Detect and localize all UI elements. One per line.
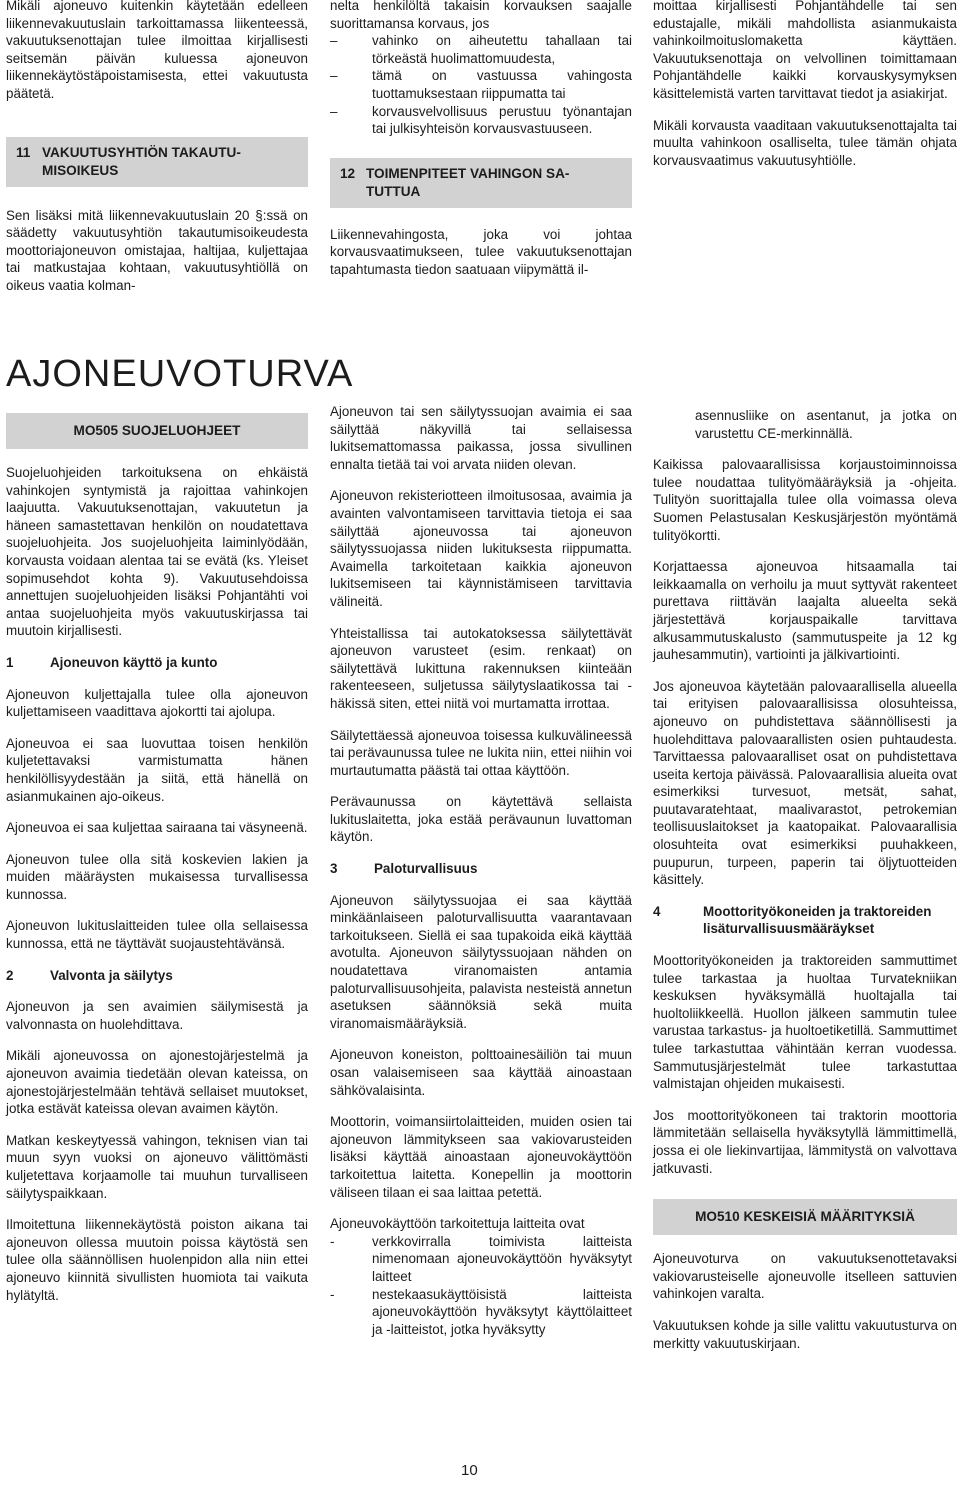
top-column-1 <box>6 0 308 295</box>
paragraph: Moottorin, voimansiirtolaitteiden, muiden osien tai ajoneuvon lämmitykseen saa vakiovarusteiden lisäksi käyttää ainoastaan ajoneuvokäyttöön tarkoitettua laitetta. Konepellin ja moottorin väliseen tilaan ei saa laittaa petettä. <box>330 1114 632 1200</box>
paragraph: Ajoneuvon tai sen säilytyssuojan avaimia ei saa säilyttää näkyvillä tai sellaisessa lukitsemattomassa paikassa, jossa sivullinen ennalta tietää tai voi arvata niiden olevan. <box>330 404 632 472</box>
dash-list <box>330 32 632 138</box>
paragraph: asennusliike on asentanut, ja jotka on varustettu CE-merkinnällä. <box>695 408 957 441</box>
section-heading-11 <box>6 137 308 187</box>
page-number: 10 <box>461 1462 478 1479</box>
paragraph: Matkan keskeytyessä vahingon, teknisen vian tai muun syyn vuoksi on ajoneuvo välittömästi kuljetettava korjaamolle tai muuhun turvalliseen säilytyspaikkaan. <box>6 1132 308 1201</box>
list-item: – korvausvelvollisuus perustuu työnantajan tai julkisyhteisön korvausvastuuseen. <box>330 103 632 137</box>
section-title: TOIMENPITEET VAHINGON SA- <box>366 165 570 181</box>
paragraph: Ajoneuvon kuljettajalla tulee olla ajoneuvon kuljettamiseen vaadittava ajokortti tai ajolupa. <box>6 686 308 720</box>
paragraph: Jos moottorityökoneen tai traktorin moottoria lämmitetään sellaisella hyväksytyllä lämmittimellä, jossa ei ole liekinvartijaa, lämmitystä on valvottava jatkuvasti. <box>653 1107 957 1176</box>
paragraph: Säilytettäessä ajoneuvoa toisessa kulkuvälineessä tai perävaunussa tulee ne lukita niin, ettei niihin voi murtautumatta päästä tai ottaa käyttöön. <box>330 727 632 778</box>
section-title: VAKUUTUSYHTIÖN TAKAUTU- <box>42 144 241 160</box>
subheading-4: 4 Moottorityökoneiden ja traktoreiden lisäturvallisuusmääräykset <box>653 903 932 937</box>
subheading-3: 3 Paloturvallisuus <box>330 861 478 877</box>
paragraph: Ajoneuvoa ei saa luovuttaa toisen henkilön kuljetettavaksi varmistumatta hänen henkilöllisyydestään ja siitä, että hänellä on asianmukainen ajo-oikeus. <box>6 735 308 804</box>
paragraph: Yhteistallissa tai autokatoksessa säilytettävät ajoneuvon varusteet (esim. renkaat) on säilytettävä lukittuna rakennuksen kiinteään rakenteeseen, suljetussa säilytyslaatikossa tai -häkissä siten, ettei niitä voi murtamatta irrottaa. <box>330 625 632 711</box>
paragraph: Ajoneuvokäyttöön tarkoitettuja laitteita ovat <box>330 1216 585 1232</box>
section-number: 11 <box>16 144 31 160</box>
paragraph: Mikäli korvausta vaaditaan vakuutuksenottajalta tai muulta vahinkoon osalliselta, tulee tämän ohjata korvausvaatimus vakuutusyhtiölle. <box>653 117 957 168</box>
list-item: - nestekaasukäyttöisistä laitteista ajoneuvokäyttöön hyväksytyt käyttölaitteet ja -laitteistot, jotka hyväksytty <box>330 1286 632 1337</box>
paragraph: Ilmoitettuna liikennekäytöstä poiston aikana tai ajoneuvon ollessa muutoin poissa käytöstä sen tulee olla säännöllisen huolenpidon alla niin ettei ajoneuvo kiinnitä sivullisten huomiota tai vaikuta hylätyltä. <box>6 1217 308 1303</box>
section-heading-mo505: MO505 SUOJELUOHJEET <box>6 413 308 449</box>
dash-marker: – <box>330 103 338 119</box>
paragraph: Ajoneuvoturva on vakuutuksenottetavaksi vakiovarusteiselle ajoneuvolle itselleen sattuvien vahinkojen varalta. <box>653 1251 957 1302</box>
list-item: – tämä on vastuussa vahingosta tuottamuksestaan riippumatta tai <box>330 68 632 101</box>
paragraph: Perävaunussa on käytettävä sellaista lukituslaitetta, joka estää perävaunun luvattoman käytön. <box>330 794 632 845</box>
paragraph: Vakuutuksen kohde ja sille valittu vakuutusturva on merkitty vakuutuskirjaan. <box>653 1317 957 1351</box>
section-title-cont: TUTTUA <box>366 183 421 199</box>
top-column-3 <box>653 0 957 183</box>
section-heading-mo510: MO510 KESKEISIÄ MÄÄRITYKSIÄ <box>653 1199 957 1235</box>
main-column-3 <box>653 407 957 1352</box>
paragraph: Suojeluohjeiden tarkoituksena on ehkäistä vahinkojen syntymistä ja rajoittaa vahinkojen laajuutta. Vakuutuksenottajan, vakuutetun ja häneen samastettavan henkilön on noudatettava suojeluohjeita. Jos suojeluohjeita laiminlyödään, korvausta voidaan alentaa tai se evätä (ks. Yleiset sopimusehdot kohta 9). Vakuutusehdoissa annettujen suojeluohjeiden lisäksi Pohjantähti voi antaa suojeluohjeita myös vakuutuskirjassa tai muutoin kirjallisesti. <box>6 465 308 639</box>
dash-marker: – <box>330 33 338 49</box>
main-column-2 <box>330 403 632 1352</box>
paragraph: Korjattaessa ajoneuvoa hitsaamalla tai leikkaamalla on verhoilu ja muut syttyvät rakenteet purettava riittävän laajalta alueelta sekä järjestettävä korjauspaikalle tarvittava alkusammutuskalusto (sammutuspeite ja 12 kg jauhesammutin), vartiointi ja jälkivartiointi. <box>653 559 957 663</box>
paragraph: Sen lisäksi mitä liikennevakuutuslain 20 §:ssä on säädetty vakuutusyhtiön takautumisoikeudesta moottoriajoneuvon omistajaa, haltijaa, kuljettajaa tai matkustajaa kohtaan, vakuutusyhtiöllä on oikeus vaatia kolman- <box>6 207 308 293</box>
section-heading-12 <box>330 158 632 208</box>
paragraph: Ajoneuvon koneiston, polttoainesäiliön tai muun osan valaisemiseen saa käyttää ainoastaan sähkövalaisinta. <box>330 1047 632 1098</box>
subheading-1: 1 Ajoneuvon käyttö ja kunto <box>6 654 218 670</box>
paragraph: Ajoneuvoa ei saa kuljettaa sairaana tai väsyneenä. <box>6 820 308 836</box>
section-title-cont: MISOIKEUS <box>42 162 119 178</box>
paragraph: nelta henkilöltä takaisin korvauksen saajalle suorittamansa korvaus, jos <box>330 0 632 31</box>
page-title: AJONEUVOTURVA <box>6 353 354 395</box>
list-item: - verkkovirralla toimivista laitteista nimenomaan ajoneuvokäyttöön hyväksytyt laitteet <box>330 1233 632 1284</box>
dash-marker: - <box>330 1286 335 1302</box>
main-column-1 <box>6 413 308 1304</box>
paragraph: Mikäli ajoneuvossa on ajonestojärjestelmä ja ajoneuvon avaimia tiedetään olevan kateissa, on ajonestojärjestelmään tehtävä sellaiset muutokset, jotka estävät kateissa olevan avaimen käytön. <box>6 1048 308 1117</box>
paragraph: Kaikissa palovaarallisissa korjaustoiminnoissa tulee noudattaa tulityömääräyksiä ja -ohjeita. Tulityön suorittajalla tulee olla voimassa oleva Suomen Pelastusalan Keskusjärjestön myöntämä tulityökortti. <box>653 457 957 543</box>
list-item: – vahinko on aiheutettu tahallaan tai törkeästä huolimattomuudesta, <box>330 33 632 66</box>
paragraph: Liikennevahingosta, joka voi johtaa korvausvaatimukseen, tulee vakuutuksenottajan tapahtumasta tiedon saatuaan viipymättä il- <box>330 226 632 277</box>
section-number: 12 <box>340 165 356 181</box>
paragraph: Ajoneuvon lukituslaitteiden tulee olla sellaisessa kunnossa, että ne täyttävät suojaustehtävänsä. <box>6 918 308 952</box>
subheading-2: 2 Valvonta ja säilytys <box>6 967 173 983</box>
paragraph: Moottorityökoneiden ja traktoreiden sammuttimet tulee tarkastaa ja huoltaa Turvatekniikan keskuksen hyväksymällä huoltajalla tai huoltoliikkeellä. Huollon jälkeen sammutin tulee varustaa tarkastus- ja huoltoetiketillä. Sammuttimet tulee tarkastuttaa vähintään kerran vuodessa. Sammutusjärjestelmät tulee tarkastuttaa valmistajan ohjeiden mukaisesti. <box>653 953 957 1092</box>
dash-marker: – <box>330 68 338 84</box>
paragraph: Mikäli ajoneuvo kuitenkin käytetään edelleen liikennevakuutuslain tarkoittamassa liikenteessä, vakuutuksenottajan tulee ilmoittaa kirjallisesti seitsemän päivän kuluessa ajoneuvon liikennekäytöstäpoistamisesta, ettei vakuutusta päätetä. <box>6 0 308 101</box>
paragraph: Ajoneuvon ja sen avaimien säilymisestä ja valvonnasta on huolehdittava. <box>6 999 308 1032</box>
paragraph: Ajoneuvon tulee olla sitä koskevien lakien ja muiden määräysten mukaisessa turvallisessa kunnossa. <box>6 851 308 902</box>
top-column-2 <box>330 0 632 279</box>
paragraph: Ajoneuvon säilytyssuojaa ei saa käyttää minkäänlaiseen paloturvallisuutta vaarantavaan tarkoitukseen. Siellä ei saa tupakoida eikä käyttää avotulta. Ajoneuvon säilytyssuojaan nähden on noudatettava viranomaisten antamia paloturvallisuusohjeita, palavista nesteistä annetun asetuksen säännöksiä sekä muita viranomaismääräyksiä. <box>330 892 632 1031</box>
paragraph: Jos ajoneuvoa käytetään palovaarallisella alueella tai erityisen palovaarallisissa olosuhteissa, ajoneuvo on puhdistettava säännöllisesti ja huolehdittava palovaarallisten osien puhtaudesta. Tarvittaessa palovaaralliset osat on puhdistettava useita kertoja päivässä. Palovaarallisia alueita ovat esimerkiksi turvesuot, metsät, sahat, puutavaratehtaat, maalivarastot, petrokemian teollisuuslaitokset ja kaatopaikat. Palovaarallisia olosuhteita ovat esimerkiksi puuhakkeen, puupurun, turpeen, paperin tai öljytuotteiden käsittely. <box>653 678 957 888</box>
paragraph: Ajoneuvon rekisteriotteen ilmoitusosaa, avaimia ja avainten valvontamiseen tarvittavia tietoja ei saa säilyttää ajoneuvossa tai ajoneuvon säilytyssuojassa niiden lukituksesta riippumatta. Avaimella tarkoitetaan kaikkia ajoneuvon lukitsemiseen tai käynnistämiseen tarvittavia välineitä. <box>330 488 632 609</box>
paragraph: moittaa kirjallisesti Pohjantähdelle tai sen edustajalle, mikäli mahdollista asianmukaista vahinkoilmoituslomaketta käyttäen. Vakuutuksenottaja on velvollinen toimittamaan Pohjantähdelle kaikki korvauskysymyksen käsittelemistä varten tarvittavat tiedot ja asiakirjat. <box>653 0 957 101</box>
dash-marker: - <box>330 1233 335 1249</box>
dash-list <box>330 1233 632 1339</box>
